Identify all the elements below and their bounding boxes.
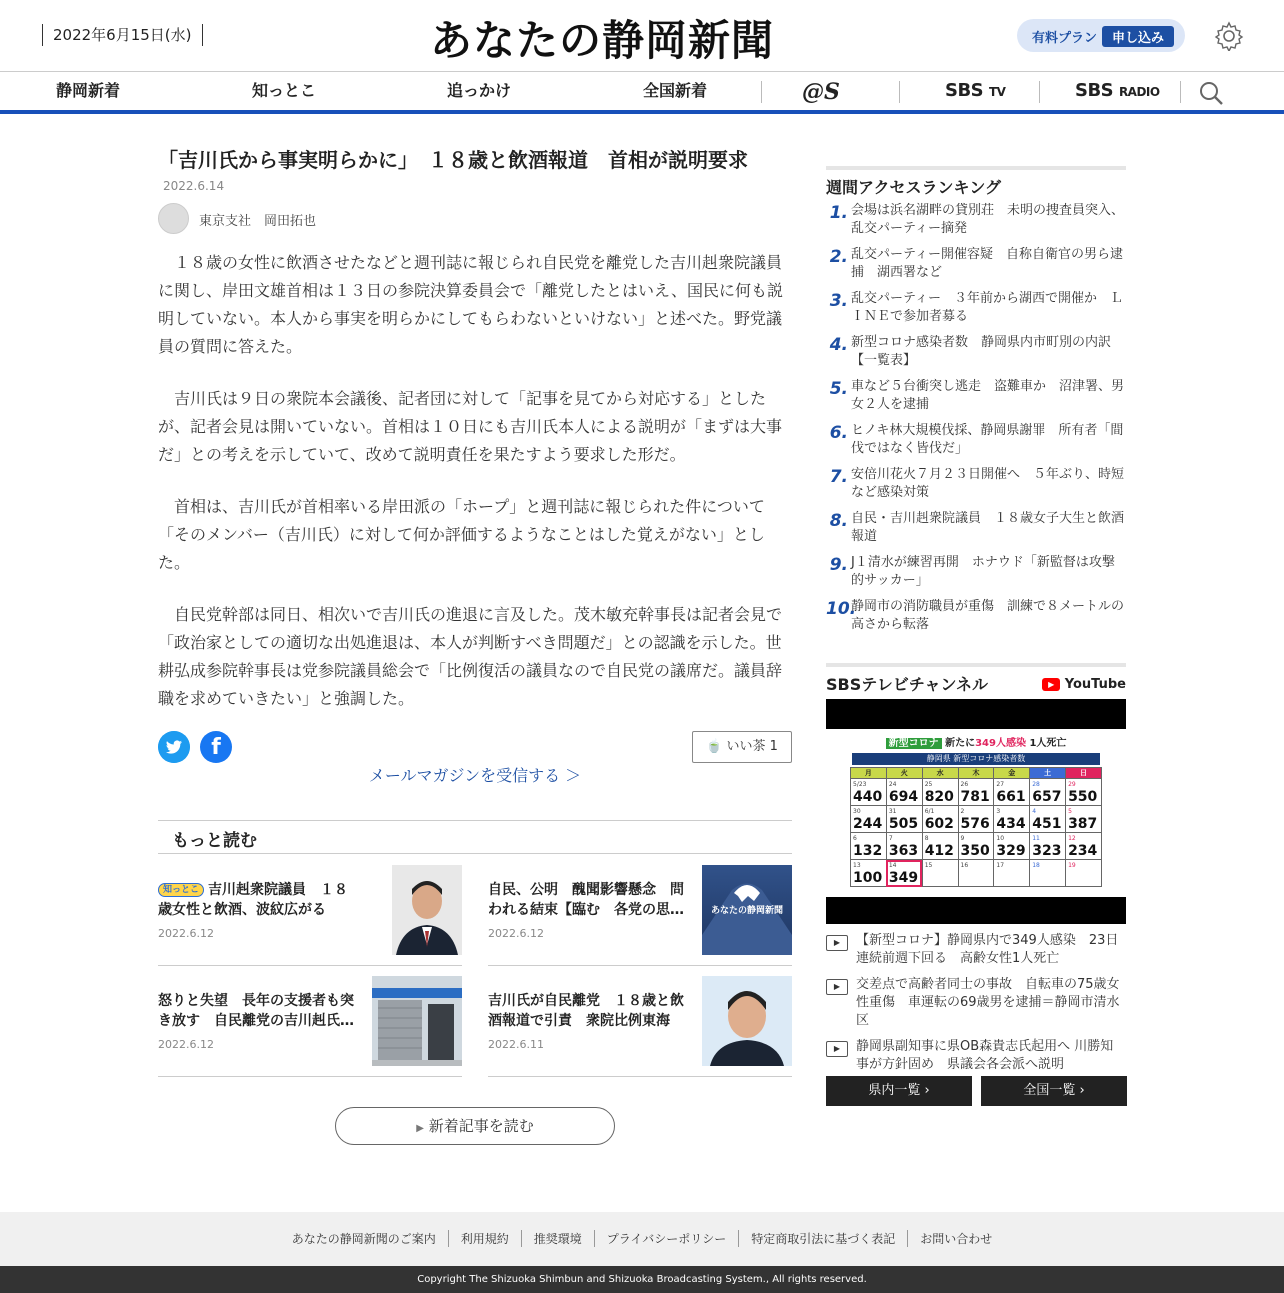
case-cell: [851, 806, 887, 833]
shittoko-badge: 知っとこ: [158, 883, 204, 897]
footer-link[interactable]: 特定商取引法に基づく表記: [738, 1230, 907, 1247]
article-paragraph: 首相は、吉川氏が首相率いる岸田派の「ホープ」と週刊誌に報じられた件について「そのメンバー（吉川氏）に対して何か評価するようなことはした覚えがない」とした。: [158, 497, 765, 572]
youtube-icon: ▶: [1042, 678, 1060, 691]
case-date: 12: [1068, 835, 1076, 842]
case-cell: [958, 779, 994, 806]
card-title: 怒りと失望 長年の支援者も突き放す 自民離党の吉川赳氏…: [158, 993, 354, 1029]
card-thumbnail: [702, 865, 792, 955]
rank-number: 1.: [829, 203, 848, 223]
rank-number: 6.: [829, 423, 848, 443]
ranking-item[interactable]: [826, 244, 1126, 288]
rank-number: 4.: [829, 335, 848, 355]
ranking-item[interactable]: [826, 200, 1126, 244]
card-date: 2022.6.12: [158, 1038, 214, 1051]
ranking-item[interactable]: [826, 420, 1126, 464]
youtube-label: YouTube: [1064, 677, 1126, 692]
case-cell: [922, 806, 958, 833]
paid-plan-button[interactable]: [1017, 19, 1185, 52]
case-cell: [922, 860, 958, 887]
rank-title: 自民・吉川赳衆院議員 １８歳女子大生と飲酒報道: [851, 511, 1125, 544]
youtube-logo[interactable]: [1042, 677, 1126, 692]
card-thumbnail: [382, 865, 472, 955]
nav-divider: [899, 81, 900, 103]
case-date: 28: [1032, 781, 1040, 788]
rank-number: 5.: [829, 379, 848, 399]
copyright: Copyright The Shizuoka Shimbun and Shizuoka Broadcasting System., All rights reserved.: [0, 1266, 1284, 1293]
nav-item-shizuoka-new[interactable]: 静岡新着: [55, 81, 120, 100]
banner-death: 1人死亡: [1029, 738, 1067, 749]
case-cell: [958, 806, 994, 833]
footer: [0, 1212, 1284, 1266]
video-icon: ▶: [826, 979, 848, 995]
covid-table: [850, 767, 1102, 887]
rank-title: 静岡市の消防職員が重傷 訓練で８メートルの高さから転落: [851, 599, 1125, 632]
related-article-card[interactable]: [158, 855, 462, 966]
video-banner: [826, 734, 1126, 749]
chevron-right-icon: ›: [924, 1083, 930, 1098]
banner-text: 新たに: [945, 738, 976, 749]
case-cell: [994, 806, 1030, 833]
case-count: 550: [1068, 789, 1098, 805]
rank-number: 2.: [829, 247, 848, 267]
nav-item-national-new[interactable]: 全国新着: [642, 81, 707, 100]
iicha-count: 1: [769, 739, 778, 754]
case-date: 17: [996, 862, 1005, 869]
case-cell: [922, 779, 958, 806]
case-date: 16: [960, 862, 969, 869]
video-icon: ▶: [826, 935, 848, 951]
twitter-icon[interactable]: [158, 731, 190, 763]
rank-title: 新型コロナ感染者数 静岡県内市町別の内訳【一覧表】: [851, 335, 1112, 368]
card-thumbnail: [702, 976, 792, 1066]
site-logo[interactable]: あなたの静岡新聞: [430, 16, 775, 65]
case-cell: [886, 833, 922, 860]
case-date: 2: [960, 808, 965, 815]
video-icon: ▶: [826, 1041, 848, 1057]
rank-title: J１清水が練習再開 ホナウド「新監督は攻撃的サッカー」: [851, 555, 1115, 588]
case-count: 323: [1032, 843, 1062, 859]
chevron-right-icon: ›: [1079, 1083, 1085, 1098]
case-date: 6: [853, 835, 857, 842]
case-cell: [1066, 779, 1102, 806]
case-cell: [994, 833, 1030, 860]
case-cell: [1030, 779, 1066, 806]
case-date: 5/23: [853, 781, 867, 788]
article: [158, 145, 792, 713]
case-cell: [1066, 806, 1102, 833]
case-date: 18: [1032, 862, 1040, 869]
case-date: 15: [924, 862, 933, 869]
ranking-item[interactable]: [826, 376, 1126, 420]
tea-cup-icon: 🍵: [706, 739, 723, 754]
nav-divider: [1180, 81, 1181, 103]
sbstv-label: SBS: [945, 80, 984, 101]
footer-links: [0, 1230, 1284, 1247]
pref-btn-label: 県内一覧: [868, 1083, 921, 1098]
case-date: 3: [996, 808, 1001, 815]
case-cell: [886, 806, 922, 833]
ranking-item[interactable]: [826, 596, 1126, 640]
case-count: 505: [888, 816, 919, 832]
nav-sbsradio-logo[interactable]: [1075, 80, 1160, 101]
article-paragraph: １８歳の女性に飲酒させたなどと週刊誌に報じられ自民党を離党した吉川赳衆院議員に関し、岸田文雄首相は１３日の参院決算委員会で「離党したとはいえ、国民に何も説明していない。本人から事実を明らかにしてもらわないといけない」と述べた。野党議員の質問に答えた。: [158, 253, 783, 356]
apply-button[interactable]: 申し込み: [1102, 26, 1174, 47]
main-nav: [0, 72, 1284, 114]
sbsradio-label: SBS: [1075, 80, 1114, 101]
video-title: 静岡県副知事に県OB森貴志氏起用へ 川勝知事が方針固め 県議会各会派へ説明: [856, 1039, 1114, 1072]
rank-number: 8.: [829, 511, 848, 531]
rank-title: 安倍川花火７月２３日開催へ ５年ぶり、時短など感染対策: [851, 467, 1125, 500]
nav-sbstv-logo[interactable]: [945, 80, 1005, 101]
case-date: 29: [1068, 781, 1076, 788]
card-title: 吉川氏が自民離党 １８歳と飲酒報道で引責 衆院比例東海: [488, 993, 684, 1029]
share-bar: [158, 731, 792, 791]
case-count: 602: [924, 816, 954, 832]
footer-link[interactable]: お問い合わせ: [907, 1230, 1004, 1247]
related-article-card[interactable]: [158, 966, 462, 1077]
video-list-item[interactable]: [826, 1038, 1126, 1074]
nation-btn-label: 全国一覧: [1023, 1083, 1076, 1098]
rank-title: 乱交パーティー開催容疑 自称自衛官の男ら逮捕 湖西署など: [851, 247, 1123, 280]
case-date: 13: [853, 862, 861, 869]
card-date: 2022.6.12: [158, 927, 214, 940]
case-date: 6/1: [924, 808, 935, 815]
iicha-button[interactable]: [692, 731, 792, 763]
day-header: 水: [922, 768, 958, 779]
sbsradio-small: RADIO: [1118, 85, 1160, 99]
video-player[interactable]: [826, 699, 1126, 924]
case-count: 440: [853, 789, 883, 805]
case-cell: [958, 833, 994, 860]
thumbnail-caption: あなたの静岡新聞: [710, 906, 783, 916]
case-cell: [958, 860, 994, 887]
case-date: 30: [853, 808, 861, 815]
play-triangle-icon: ▶: [416, 1123, 424, 1134]
gear-icon[interactable]: [1214, 21, 1244, 51]
iicha-label: いい茶: [726, 739, 766, 754]
card-title: 自民、公明 醜聞影響懸念 問われる結束【臨む 各党の思…: [488, 882, 684, 918]
card-thumbnail: [372, 976, 462, 1066]
case-count: 244: [853, 816, 883, 832]
card-date: 2022.6.11: [488, 1038, 544, 1051]
paid-plan-label: 有料プラン: [1032, 31, 1098, 46]
case-count: 694: [888, 789, 919, 805]
case-cell: [1030, 833, 1066, 860]
facebook-icon[interactable]: f: [200, 731, 232, 763]
footer-link[interactable]: 利用規約: [448, 1230, 521, 1247]
nav-item-okkake[interactable]: 追っかけ: [446, 81, 511, 100]
article-author: [158, 197, 792, 237]
case-count: 100: [853, 870, 883, 886]
case-date: 7: [888, 835, 893, 842]
case-cell: [886, 779, 922, 806]
related-article-card[interactable]: [488, 966, 792, 1077]
case-date: 9: [960, 835, 965, 842]
rank-title: 乱交パーティー ３年前から湖西で開催か ＬＩＮＥで参加者募る: [851, 291, 1123, 324]
case-date: 5: [1068, 808, 1072, 815]
video-list-item[interactable]: [826, 976, 1126, 1030]
case-date: 27: [996, 781, 1005, 788]
case-count: 451: [1032, 816, 1062, 832]
case-date: 11: [1032, 835, 1040, 842]
site-header: [0, 0, 1284, 72]
rank-number: 7.: [829, 467, 848, 487]
case-count: 657: [1032, 789, 1062, 805]
case-date: 19: [1068, 862, 1076, 869]
ranking-item[interactable]: [826, 552, 1126, 596]
case-cell: [886, 860, 922, 887]
case-cell: [851, 779, 887, 806]
case-date: 14: [888, 862, 897, 869]
rank-number: 3.: [829, 291, 848, 311]
ranking-item[interactable]: [826, 332, 1126, 376]
case-count: 349: [888, 870, 919, 886]
case-date: 10: [996, 835, 1005, 842]
rank-number: 9.: [829, 555, 848, 575]
day-header: 火: [886, 768, 922, 779]
article-title: 「吉川氏から事実明らかに」 １８歳と飲酒報道 首相が説明要求: [158, 148, 748, 172]
more-heading: もっと読む: [158, 820, 792, 854]
ranking-item[interactable]: [826, 508, 1126, 552]
card-title: [158, 880, 358, 920]
case-cell: [1030, 860, 1066, 887]
case-date: 4: [1032, 808, 1037, 815]
video-list: [826, 932, 1126, 1082]
article-paragraph: 自民党幹部は同日、相次いで吉川氏の進退に言及した。茂木敏充幹事長は記者会見で「政治家としての適切な出処進退は、本人が判断すべき問題だ」との認識を示した。世耕弘成参院幹事長は党参院議員総会で「比例復活の議員なので自民党の議席だ。議員辞職を求めていきたい」と強調した。: [158, 605, 783, 708]
case-cell: [994, 779, 1030, 806]
new-button-label: 新着記事を読む: [428, 1117, 534, 1135]
search-icon[interactable]: [1198, 80, 1224, 106]
sbstv-small: TV: [988, 85, 1006, 99]
case-date: 25: [924, 781, 933, 788]
case-count: 781: [960, 789, 990, 805]
footer-link[interactable]: 推奨環境: [521, 1230, 594, 1247]
nav-atsbs-logo[interactable]: @S: [802, 79, 840, 105]
avatar: [158, 203, 189, 234]
case-cell: [922, 833, 958, 860]
author-name: 東京支社 岡田拓也: [199, 214, 317, 229]
ranking-section: [826, 166, 1126, 640]
rank-number: 10.: [826, 599, 857, 619]
rank-title: ヒノキ林大規模伐採、静岡県謝罪 所有者「間伐ではなく皆伐だ」: [851, 423, 1124, 456]
national-list-button[interactable]: [981, 1076, 1127, 1106]
day-header: 日: [1066, 768, 1102, 779]
day-header: 土: [1030, 768, 1066, 779]
nav-divider: [761, 81, 762, 103]
case-cell: [851, 833, 887, 860]
case-date: 26: [960, 781, 969, 788]
card-date: 2022.6.12: [488, 927, 544, 940]
banner-tag: 新型コロナ: [886, 738, 942, 749]
case-date: 8: [924, 835, 929, 842]
case-cell: [1030, 806, 1066, 833]
related-article-card[interactable]: [488, 855, 792, 966]
video-frame: [826, 729, 1126, 897]
case-count: 350: [960, 843, 990, 859]
rank-title: 車など５台衝突し逃走 盗難車か 沼津署、男女２人を逮捕: [851, 379, 1125, 412]
footer-link[interactable]: プライバシーポリシー: [594, 1230, 738, 1247]
case-count: 412: [924, 843, 954, 859]
ranking-item[interactable]: [826, 464, 1126, 508]
read-new-articles-button[interactable]: [335, 1107, 615, 1145]
case-count: 820: [924, 789, 954, 805]
case-count: 576: [960, 816, 990, 832]
case-count: 234: [1068, 843, 1098, 859]
covid-table-title: 静岡県 新型コロナ感染者数: [852, 753, 1100, 765]
case-count: 329: [996, 843, 1026, 859]
case-cell: [851, 860, 887, 887]
footer-link[interactable]: あなたの静岡新聞のご案内: [291, 1232, 436, 1246]
prefecture-list-button[interactable]: [826, 1076, 972, 1106]
sbs-tv-section: [826, 663, 1126, 697]
article-paragraph: 吉川氏は９日の衆院本会議後、記者団に対して「記事を見てから対応する」としたが、記者会見は開いていない。首相は１０日にも吉川氏本人による説明が「まずは大事だ」との考えを示していて、改めて説明責任を果たすよう要求した形だ。: [158, 389, 783, 464]
rank-title: 会場は浜名湖畔の貸別荘 未明の捜査員突入、乱交パーティー摘発: [851, 203, 1125, 236]
case-cell: [1066, 833, 1102, 860]
case-date: 31: [888, 808, 897, 815]
nav-divider: [1039, 81, 1040, 103]
header-date: 2022年6月15日(水): [42, 24, 203, 46]
tv-heading: SBSテレビチャンネル: [826, 663, 1126, 697]
day-header: 金: [994, 768, 1030, 779]
case-cell: [1066, 860, 1102, 887]
day-header: 木: [958, 768, 994, 779]
mail-magazine-link[interactable]: メールマガジンを受信する ＞: [368, 766, 582, 785]
article-date: 2022.6.14: [163, 179, 225, 193]
case-count: 132: [853, 843, 883, 859]
ranking-heading: 週間アクセスランキング: [826, 166, 1126, 200]
case-date: 24: [888, 781, 897, 788]
video-list-item[interactable]: [826, 932, 1126, 968]
case-count: 661: [996, 789, 1026, 805]
ranking-item[interactable]: [826, 288, 1126, 332]
nav-item-shittoko[interactable]: 知っとこ: [251, 81, 316, 100]
video-title: 【新型コロナ】静岡県内で349人感染 23日連続前週下回る 高齢女性1人死亡: [856, 933, 1119, 966]
banner-num: 349人感染: [975, 738, 1026, 749]
more-section: [158, 820, 792, 854]
case-count: 363: [888, 843, 919, 859]
video-title: 交差点で高齢者同士の事故 自転車の75歳女性重傷 車運転の69歳男を逮捕＝静岡市清水区: [856, 977, 1120, 1028]
case-cell: [994, 860, 1030, 887]
card-title-text: 吉川赳衆院議員 １８歳女性と飲酒、波紋広がる: [158, 882, 349, 918]
case-count: 387: [1068, 816, 1098, 832]
case-count: 434: [996, 816, 1026, 832]
day-header: 月: [851, 768, 887, 779]
